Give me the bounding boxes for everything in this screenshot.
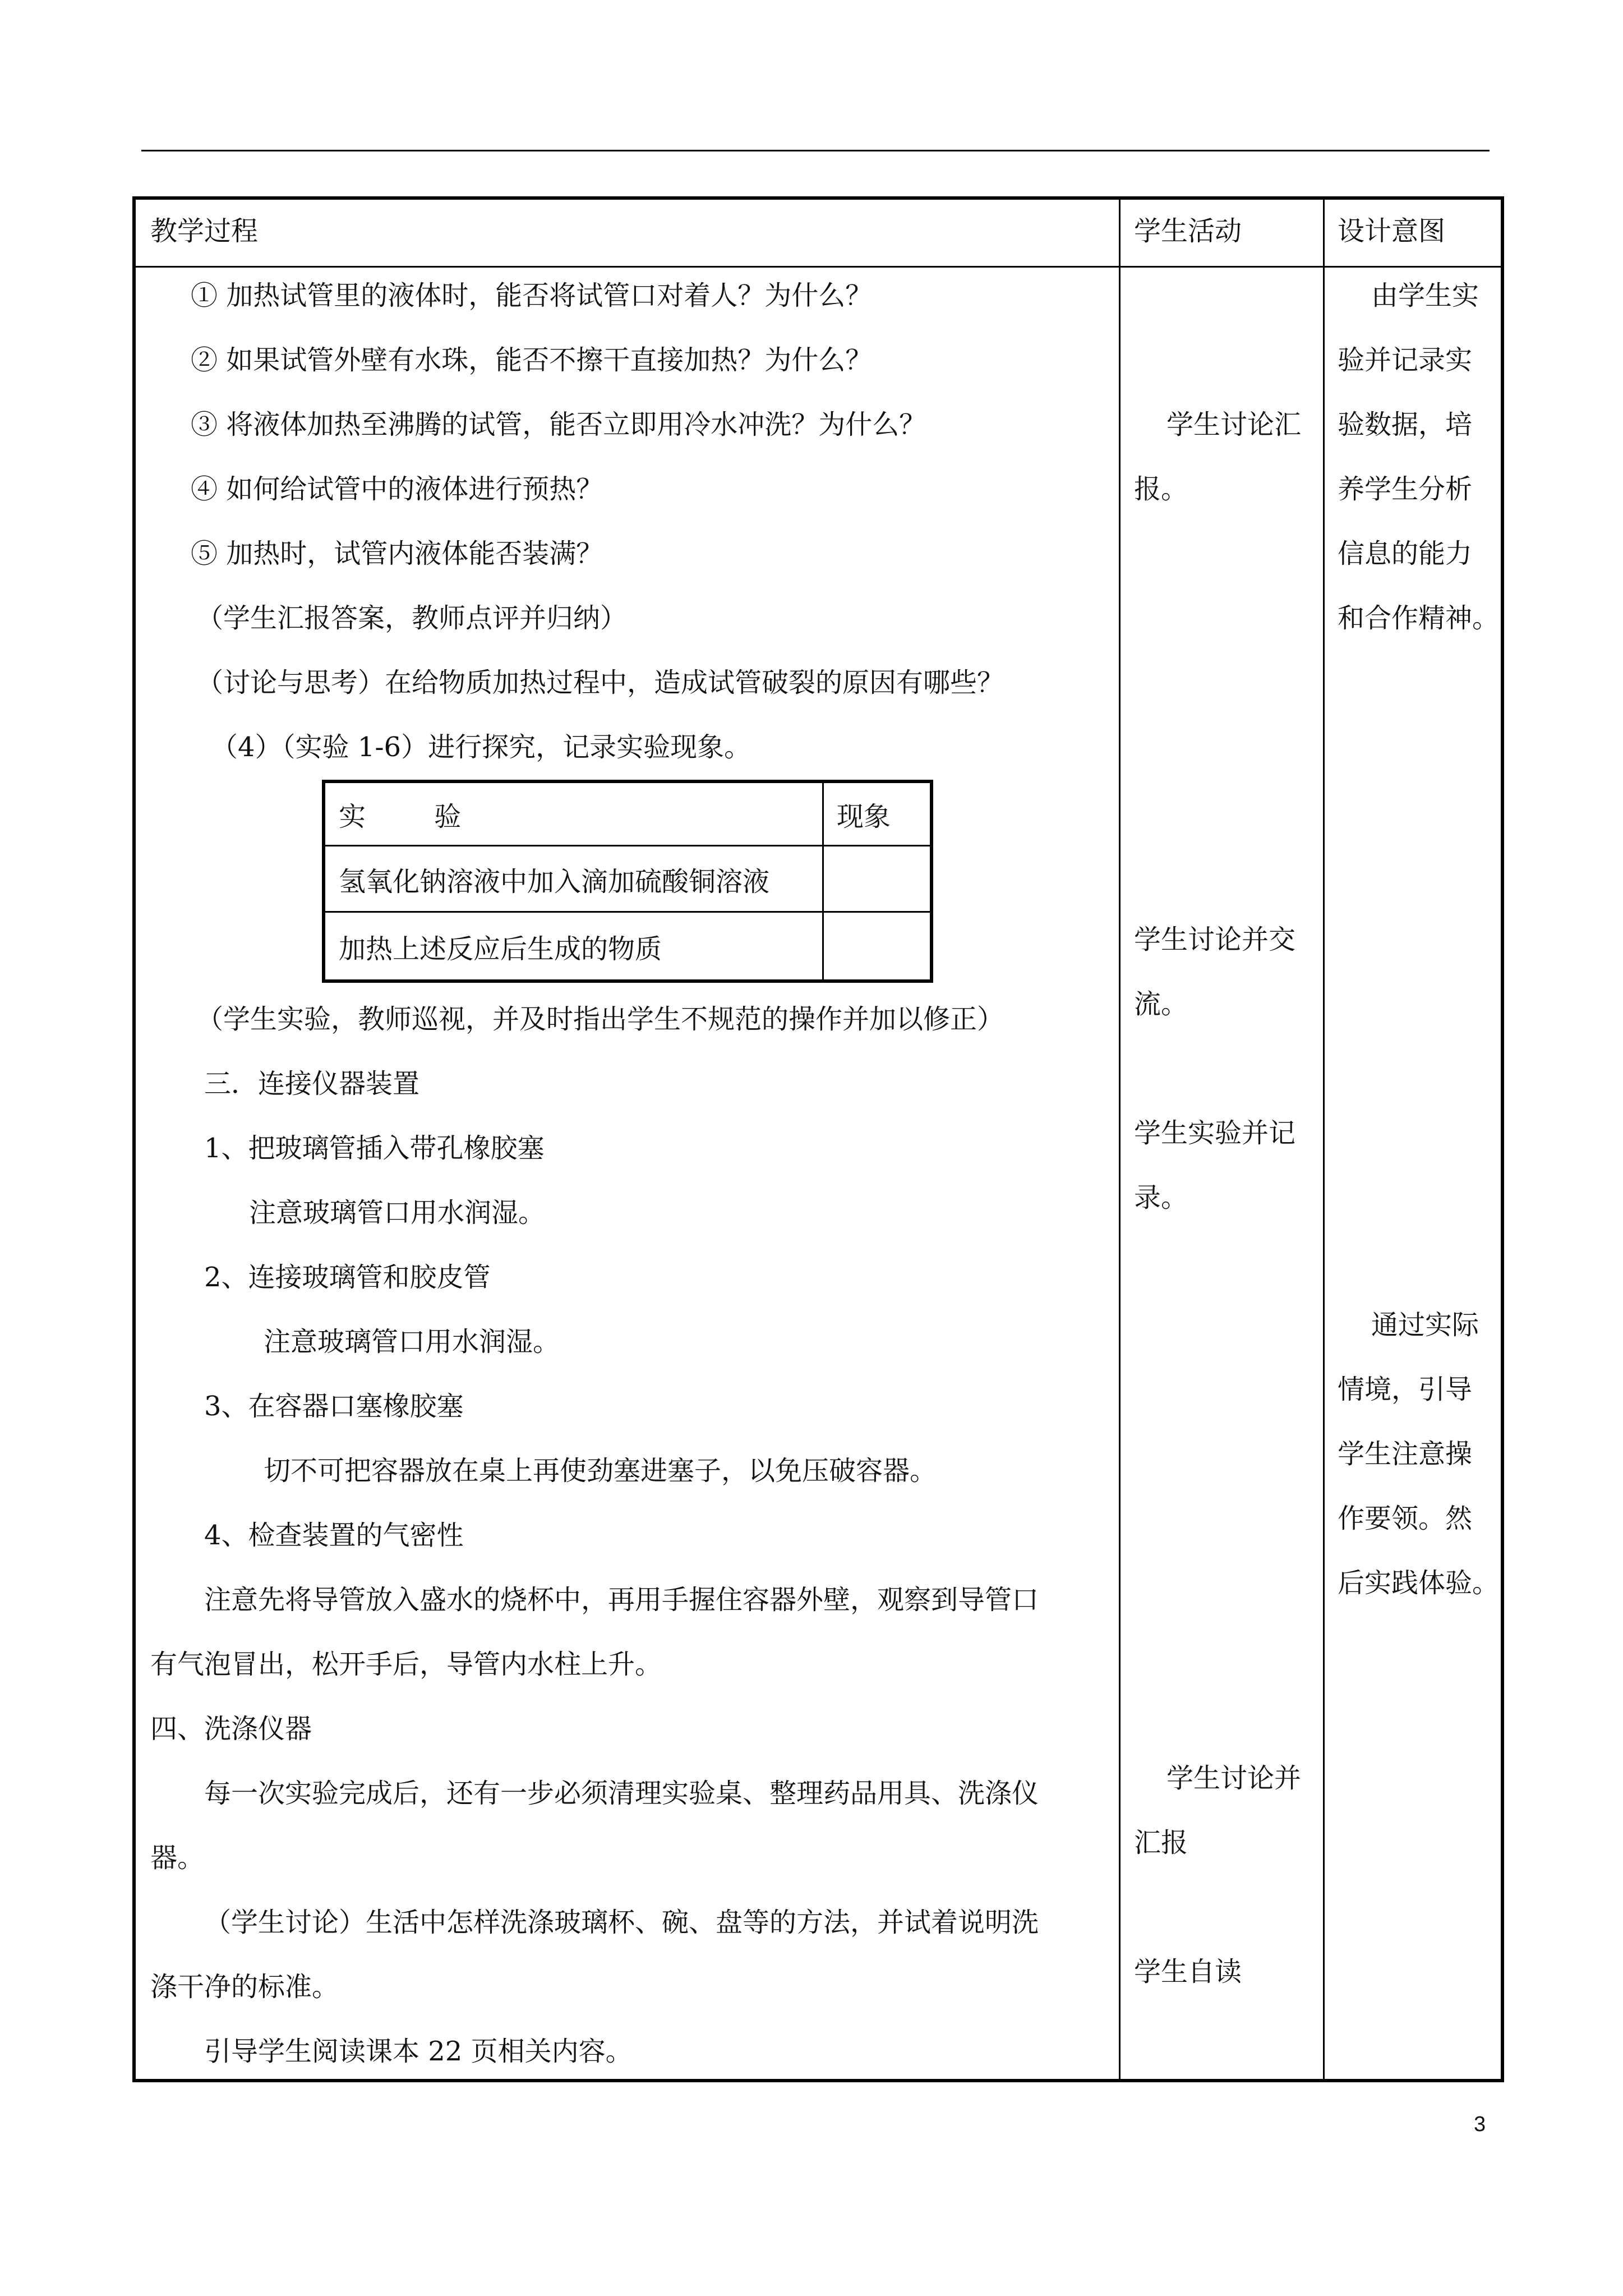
question-5: ⑤ 加热时，试管内液体能否装满？ [191, 538, 603, 569]
header-rule [141, 150, 1490, 151]
section-3-title: 三．连接仪器装置 [204, 1068, 420, 1099]
step-4: 4、检查装置的气密性 [204, 1520, 464, 1551]
intent-1-line-1: 由学生实 [1371, 280, 1479, 311]
experiment-table-row-divider-1 [325, 845, 930, 846]
activity-3-line-2: 录。 [1134, 1182, 1188, 1213]
activity-3-line-1: 学生实验并记 [1134, 1117, 1296, 1149]
question-3: ③ 将液体加热至沸腾的试管，能否立即用冷水冲洗？为什么？ [191, 409, 926, 440]
report-note: （学生汇报答案，教师点评并归纳） [196, 602, 628, 634]
step-1: 1、把玻璃管插入带孔橡胶塞 [204, 1133, 545, 1164]
step-4-note-line-2: 有气泡冒出，松开手后，导管内水柱上升。 [150, 1649, 662, 1680]
intent-2-line-1: 通过实际 [1371, 1309, 1479, 1341]
question-1: ① 加热试管里的液体时，能否将试管口对着人？为什么？ [191, 280, 873, 311]
step-3-note: 切不可把容器放在桌上再使劲塞进塞子，以免压破容器。 [264, 1455, 937, 1487]
lab-note: （学生实验，教师巡视，并及时指出学生不规范的操作并加以修正） [196, 1004, 1004, 1035]
intent-1-line-2: 验并记录实 [1338, 344, 1473, 376]
intent-2-line-4: 作要领。然 [1338, 1503, 1473, 1534]
experiment-table-row-2: 加热上述反应后生成的物质 [339, 933, 662, 965]
activity-4-line-1: 学生讨论并 [1166, 1763, 1302, 1794]
column-divider-intent [1323, 200, 1325, 2079]
activity-1-line-2: 报。 [1134, 473, 1188, 505]
wash-paragraph-line-2: 器。 [150, 1842, 205, 1874]
experiment-table-header-experiment: 实 验 [339, 801, 462, 832]
question-4: ④ 如何给试管中的液体进行预热？ [191, 473, 603, 505]
header-design-intent: 设计意图 [1338, 215, 1446, 247]
reading-guide: 引导学生阅读课本 22 页相关内容。 [204, 2036, 633, 2067]
experiment-table-row-1: 氢氧化钠溶液中加入滴加硫酸铜溶液 [339, 866, 770, 898]
activity-2-line-1: 学生讨论并交 [1134, 924, 1296, 955]
activity-1-line-1: 学生讨论汇 [1166, 409, 1302, 440]
header-student-activity: 学生活动 [1134, 215, 1242, 247]
column-divider-activity [1119, 200, 1121, 2079]
step-2: 2、连接玻璃管和胶皮管 [204, 1262, 491, 1293]
activity-4-line-2: 汇报 [1134, 1827, 1188, 1858]
intent-1-line-6: 和合作精神。 [1338, 602, 1500, 634]
intent-1-line-4: 养学生分析 [1338, 473, 1473, 505]
intent-1-line-3: 验数据，培 [1338, 409, 1473, 440]
experiment-intro: （4）（实验 1-6）进行探究，记录实验现象。 [211, 731, 751, 763]
discussion-prompt: （讨论与思考）在给物质加热过程中，造成试管破裂的原因有哪些？ [196, 667, 1004, 698]
question-2: ② 如果试管外壁有水珠，能否不擦干直接加热？为什么？ [191, 344, 873, 376]
activity-2-line-2: 流。 [1134, 988, 1188, 1020]
header-row-divider [136, 266, 1501, 268]
step-2-note: 注意玻璃管口用水润湿。 [264, 1326, 560, 1358]
intent-2-line-3: 学生注意操 [1338, 1438, 1473, 1470]
intent-2-line-5: 后实践体验。 [1338, 1567, 1500, 1599]
header-process: 教学过程 [150, 215, 259, 247]
step-3: 3、在容器口塞橡胶塞 [204, 1391, 464, 1422]
experiment-table-column-divider [822, 783, 824, 979]
page-number: 3 [1474, 2113, 1486, 2136]
step-4-note-line-1: 注意先将导管放入盛水的烧杯中，再用手握住容器外壁，观察到导管口 [204, 1584, 1039, 1616]
activity-5: 学生自读 [1134, 1956, 1242, 1987]
wash-paragraph-line-1: 每一次实验完成后，还有一步必须清理实验桌、整理药品用具、洗涤仪 [204, 1778, 1039, 1809]
wash-discussion-line-2: 涤干净的标准。 [150, 1971, 339, 2003]
step-1-note: 注意玻璃管口用水润湿。 [249, 1197, 546, 1228]
experiment-table-row-divider-2 [325, 911, 930, 913]
intent-2-line-2: 情境，引导 [1338, 1374, 1473, 1405]
experiment-table-header-phenomenon: 现象 [837, 801, 891, 832]
wash-discussion-line-1: （学生讨论）生活中怎样洗涤玻璃杯、碗、盘等的方法，并试着说明洗 [204, 1907, 1039, 1938]
intent-1-line-5: 信息的能力 [1338, 538, 1473, 569]
section-4-title: 四、洗涤仪器 [150, 1713, 312, 1745]
